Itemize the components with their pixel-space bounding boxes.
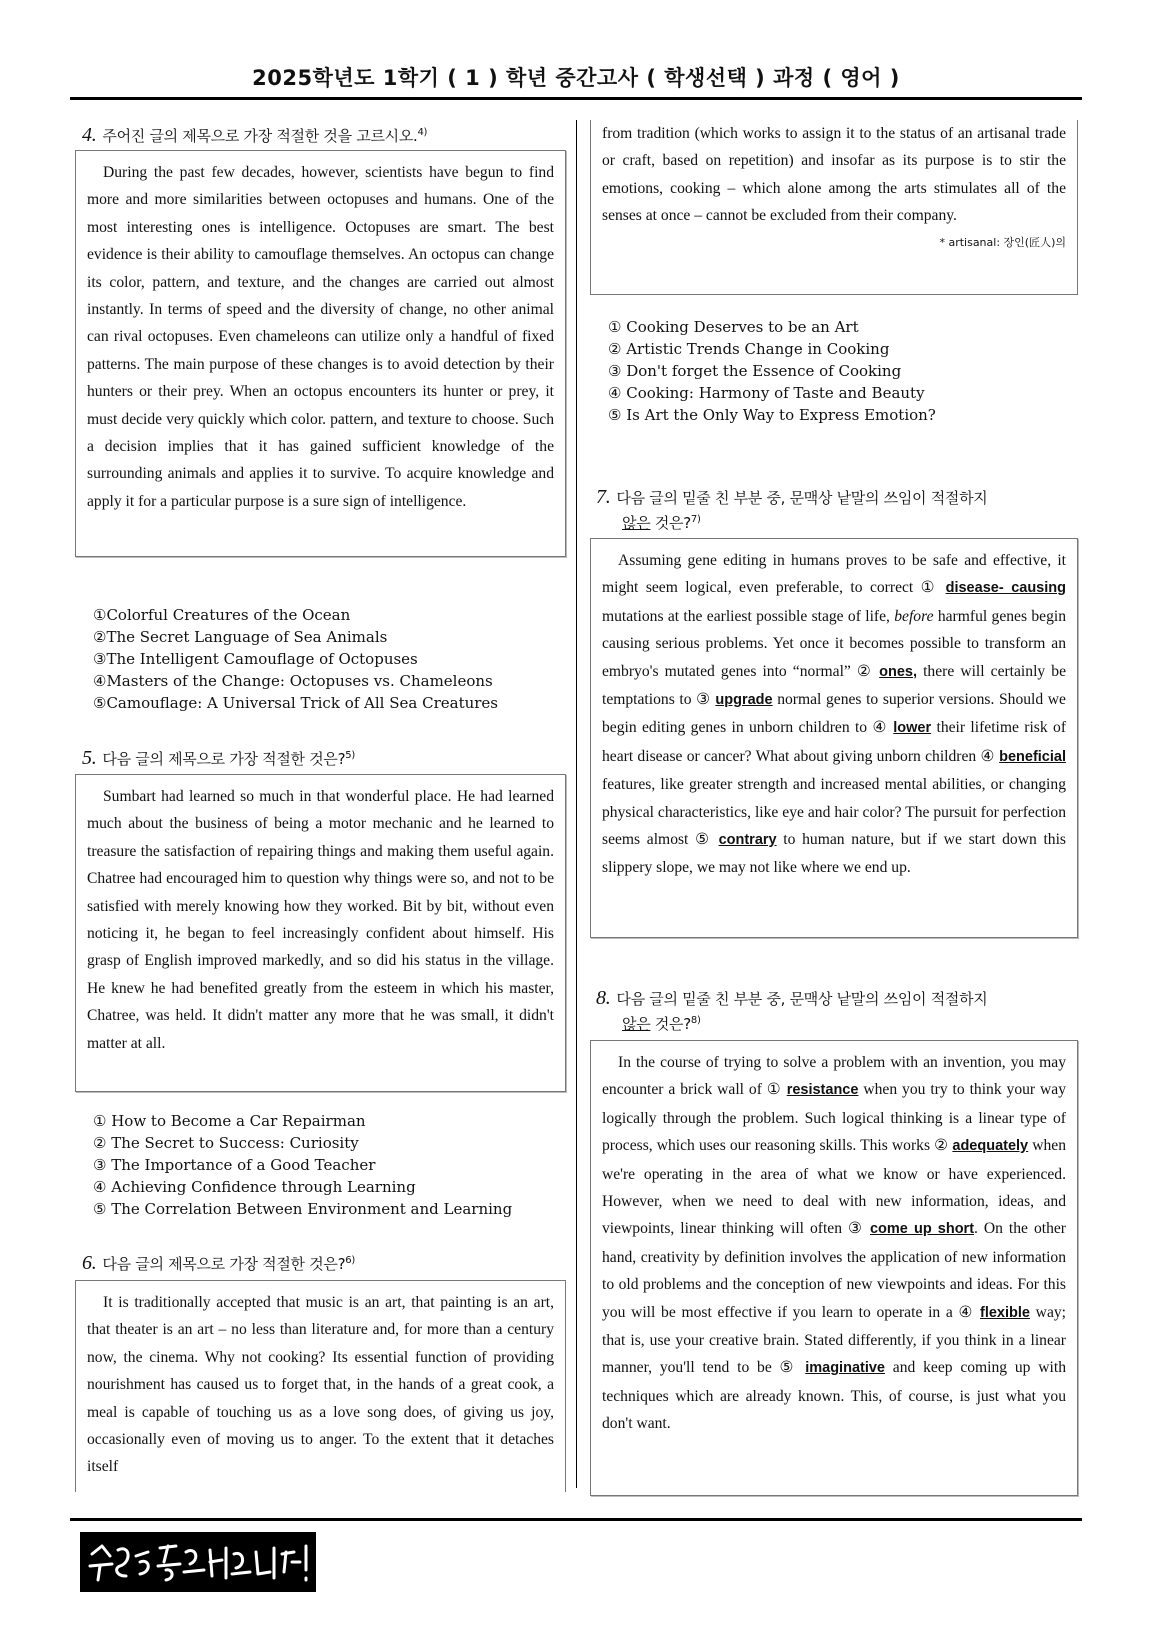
question-4-footnote-ref: 4)	[417, 127, 428, 138]
question-5-footnote-ref: 5)	[345, 750, 355, 761]
option-item[interactable]: ② Artistic Trends Change in Cooking	[608, 340, 890, 358]
underlined-choice-1: disease- causing	[945, 580, 1066, 597]
question-8-prompt-end: 것은?	[650, 1015, 691, 1033]
option-item[interactable]: ③The Intelligent Camouflage of Octopuses	[93, 650, 418, 668]
underlined-choice-4a: lower	[893, 720, 932, 737]
question-5-options	[93, 1110, 512, 1220]
question-8-text-segment: when you try to think your way logically through the problem. Such logical thinking is a linear type of process, which uses our reasoning skills. This works ②	[602, 1081, 1066, 1155]
question-8-text-segment: way; that is, use your creative brain. Stated differently, if you think in a linear manner, you'll tend to be ⑤	[602, 1303, 1066, 1377]
option-item[interactable]: ④ Achieving Confidence through Learning	[93, 1178, 416, 1196]
question-4-title	[82, 122, 552, 147]
underlined-choice-2: ones,	[879, 663, 917, 680]
question-7-footnote-ref: 7)	[690, 514, 701, 525]
question-5-prompt: 다음 글의 제목으로 가장 적절한 것은?	[102, 750, 346, 768]
question-8-passage	[590, 1040, 1078, 1496]
question-7-text-segment: to human nature, but if we start down this slippery slope, we may not like where we end up.	[602, 831, 1066, 877]
question-5-passage-text: Sumbart had learned so much in that wonderful place. He had learned much about the business of being a motor mechanic and he learned to treasure the satisfaction of repairing things and making them useful again. Chatree had encouraged him to question why things were so, and not to be satisfied with merely knowing how they worked. Bit by bit, without even noticing it, he began to feel increasingly confident about himself. His grasp of English improved markedly, and so did his status in the village. He knew he had benefited greatly from the esteem in which his master, Chatree, was held. It didn't matter any more that he was small, it didn't matter at all.	[87, 788, 554, 1052]
option-item[interactable]: ④Masters of the Change: Octopuses vs. Chameleons	[93, 672, 493, 690]
question-8-passage-text	[602, 1049, 1066, 1438]
column-divider	[576, 120, 577, 1488]
underlined-choice-3: upgrade	[715, 692, 773, 709]
underlined-choice-5: imaginative	[805, 1360, 885, 1377]
question-7-text-segment: there will certainly be temptations to ③	[602, 662, 1066, 709]
footer-rule	[70, 1518, 1082, 1521]
question-6-passage-part-1	[75, 1280, 566, 1492]
question-5-number: 5.	[82, 747, 97, 769]
option-item[interactable]: ⑤Camouflage: A Universal Trick of All Sea Creatures	[93, 694, 498, 712]
option-item[interactable]: ⑤ The Correlation Between Environment and Learning	[93, 1200, 513, 1218]
question-8-text-segment: and keep coming up with techniques which are already known. This, of course, is just what you don't want.	[602, 1359, 1066, 1433]
question-7-text-segment: Assuming gene editing in humans proves to be safe and effective, it might seem logical, even preferable, to correct ①	[602, 552, 1066, 597]
underlined-choice-1: resistance	[786, 1082, 859, 1099]
option-item[interactable]: ①Colorful Creatures of the Ocean	[93, 606, 351, 624]
calligraphy-logo-icon	[80, 1532, 316, 1592]
question-6-passage-text-b: from tradition (which works to assign it to the status of an artisanal trade or craft, based on repetition) and insofar as its purpose is to stir the emotions, cooking – which alone among the arts stimulates all of the senses at once – cannot be excluded from their company.	[602, 125, 1066, 225]
underlined-choice-2: adequately	[952, 1138, 1029, 1155]
question-7-number: 7.	[596, 486, 611, 508]
underlined-choice-3: come up short	[869, 1221, 975, 1238]
question-8-text-segment: In the course of trying to solve a problem with an invention, you may encounter a brick wall of ①	[602, 1054, 1066, 1099]
question-4-options	[93, 604, 498, 714]
question-7-text-segment: normal genes to superior versions. Should we begin editing genes in unborn children to ④	[602, 691, 1066, 737]
question-7-prompt-emphasis: 않은	[622, 514, 651, 532]
question-7-title	[596, 486, 1080, 534]
question-8-text-segment: when we're operating in the area of what we know or have experienced. However, when we need to deal with new information, ideas, and viewpoints, linear thinking will often ③	[602, 1137, 1066, 1238]
question-5-passage	[75, 774, 566, 1092]
question-7-text-segment: features, like greater strength and increased mental abilities, or changing physical characteristics, like eye and hair color? The pursuit for perfection seems almost ⑤	[602, 776, 1066, 849]
page-title: 2025학년도 1학기 ( 1 ) 학년 중간고사 ( 학생선택 ) 과정 ( 영어 )	[252, 66, 900, 90]
option-item[interactable]: ③ The Importance of a Good Teacher	[93, 1156, 376, 1174]
question-7-prompt: 다음 글의 밑줄 친 부분 중, 문맥상 낱말의 쓰임이 적절하지	[616, 489, 988, 507]
question-6-number: 6.	[82, 1252, 97, 1274]
question-7-text-segment: mutations at the earliest possible stage of life,	[602, 607, 895, 625]
question-4-passage-text: During the past few decades, however, scientists have begun to find more and more similarities between octopuses and humans. One of the most interesting ones is intelligence. Octopuses are smart. The best evidence is their ability to camouflage themselves. An octopus can change its color, pattern, and texture, and the changes are carried out almost instantly. In terms of speed and the diversity of change, no other animal can rival octopuses. Even chameleons can utilize only a handful of fixed patterns. The main purpose of these changes is to avoid detection by their hunters or their prey. When an octopus encounters its hunter or prey, it must decide very quickly which color. pattern, and texture to choose. Such a decision implies that it has gained sufficient knowledge of the surrounding animals and applies it to survive. To acquire knowledge and apply it for a particular purpose is a sure sign of intelligence.	[87, 164, 554, 510]
header-rule	[70, 97, 1082, 100]
underlined-choice-5: contrary	[718, 832, 777, 849]
question-7-text-segment: their lifetime risk of heart disease or cancer? What about giving unborn children ④	[602, 719, 1067, 765]
question-6-footnote: * artisanal: 장인(匠人)의	[939, 235, 1066, 249]
question-8-footnote-ref: 8)	[690, 1015, 701, 1026]
option-item[interactable]: ① Cooking Deserves to be an Art	[608, 318, 859, 336]
question-6-passage-text-a: It is traditionally accepted that music is an art, that painting is an art, that theater is an art – no less than literature and, for more than a century now, the cinema. Why not cooking? Its essential function of providing nourishment has caused us to forget that, in the hands of a great cook, a meal is capable of touching us as a love song does, of giving us joy, occasionally even of moving us to anger. To the extent that it detaches itself	[87, 1294, 554, 1476]
question-8-title	[596, 987, 1080, 1035]
option-item[interactable]: ②The Secret Language of Sea Animals	[93, 628, 388, 646]
question-6-title	[82, 1250, 552, 1275]
question-6-passage-part-2	[590, 120, 1078, 295]
italic-word: before	[894, 607, 934, 625]
question-8-prompt: 다음 글의 밑줄 친 부분 중, 문맥상 낱말의 쓰임이 적절하지	[616, 990, 988, 1008]
question-8-number: 8.	[596, 987, 611, 1009]
question-6-options	[608, 316, 936, 426]
underlined-choice-4b: beneficial	[999, 748, 1066, 765]
question-7-text-segment: harmful genes begin causing serious problems. Yet once it becomes possible to transform an embryo's mutated genes into “normal” ②	[602, 607, 1066, 680]
option-item[interactable]: ② The Secret to Success: Curiosity	[93, 1134, 359, 1152]
question-6-prompt: 다음 글의 제목으로 가장 적절한 것은?	[102, 1255, 346, 1273]
question-4-passage	[75, 150, 566, 557]
question-7-passage-text	[602, 547, 1066, 882]
question-4-prompt: 주어진 글의 제목으로 가장 적절한 것을 고르시오.	[102, 127, 418, 145]
question-7-prompt-end: 것은?	[650, 514, 691, 532]
question-5-title	[82, 745, 552, 770]
question-8-text-segment: . On the other hand, creativity by definition involves the application of new information to old problems and the conception of new viewpoints and ideas. For this you will be most effective if you learn to operate in a ④	[602, 1220, 1066, 1321]
footer-logo	[80, 1532, 316, 1592]
question-6-footnote-ref: 6)	[345, 1255, 355, 1266]
question-4-number: 4.	[82, 124, 97, 146]
question-7-passage	[590, 538, 1078, 938]
underlined-choice-4: flexible	[980, 1304, 1030, 1321]
option-item[interactable]: ① How to Become a Car Repairman	[93, 1112, 366, 1130]
question-8-prompt-emphasis: 않은	[622, 1015, 651, 1033]
option-item[interactable]: ⑤ Is Art the Only Way to Express Emotion?	[608, 406, 936, 424]
option-item[interactable]: ③ Don't forget the Essence of Cooking	[608, 362, 902, 380]
option-item[interactable]: ④ Cooking: Harmony of Taste and Beauty	[608, 384, 925, 402]
